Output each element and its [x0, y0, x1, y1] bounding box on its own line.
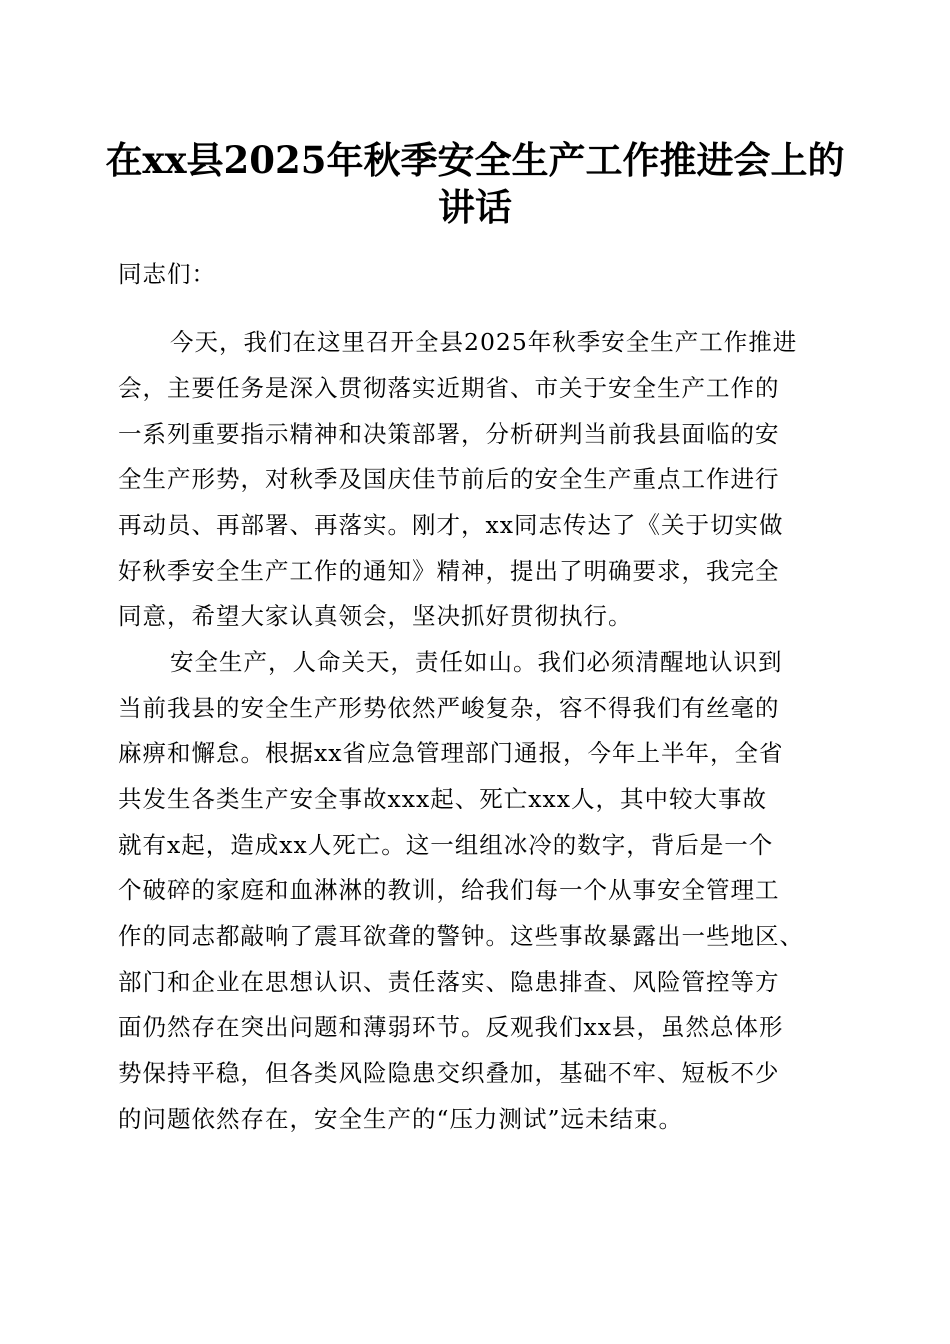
document-title-line-1: 在xx县2025年秋季安全生产工作推进会上的 [105, 138, 845, 182]
paragraph-2-line: 当前我县的安全生产形势依然严峻复杂，容不得我们有丝毫的 [118, 694, 780, 722]
paragraph-1-line: 好秋季安全生产工作的通知》精神，提出了明确要求，我完全 [118, 557, 780, 585]
paragraph-2-line: 的问题依然存在，安全生产的“压力测试”远未结束。 [118, 1105, 684, 1133]
paragraph-1-line: 再动员、再部署、再落实。刚才，xx同志传达了《关于切实做 [118, 511, 784, 539]
paragraph-2-line: 作的同志都敲响了震耳欲聋的警钟。这些事故暴露出一些地区、 [118, 922, 804, 950]
paragraph-2-line: 个破碎的家庭和血淋淋的教训，给我们每一个从事安全管理工 [118, 876, 780, 904]
salutation: 同志们： [118, 260, 216, 288]
paragraph-2-line: 面仍然存在突出问题和薄弱环节。反观我们xx县，虽然总体形 [118, 1013, 784, 1041]
paragraph-2-line: 麻痹和懈怠。根据xx省应急管理部门通报，今年上半年，全省 [118, 739, 784, 767]
paragraph-2-line: 安全生产，人命关天，责任如山。我们必须清醒地认识到 [170, 648, 783, 676]
paragraph-2-line: 势保持平稳，但各类风险隐患交织叠加，基础不牢、短板不少 [118, 1059, 780, 1087]
document-title-line-2: 讲话 [438, 185, 512, 229]
paragraph-2-line: 就有x起，造成xx人死亡。这一组组冰冷的数字，背后是一个 [118, 831, 774, 859]
paragraph-1-line: 同意，希望大家认真领会，坚决抓好贯彻执行。 [118, 602, 633, 630]
paragraph-1-line: 会，主要任务是深入贯彻落实近期省、市关于安全生产工作的 [118, 374, 780, 402]
paragraph-2-line: 部门和企业在思想认识、责任落实、隐患排查、风险管控等方 [118, 968, 780, 996]
paragraph-1-line: 一系列重要指示精神和决策部署，分析研判当前我县面临的安 [118, 420, 780, 448]
paragraph-1-line: 全生产形势，对秋季及国庆佳节前后的安全生产重点工作进行 [118, 465, 780, 493]
paragraph-2-line: 共发生各类生产安全事故xxx起、死亡xxx人，其中较大事故 [118, 785, 768, 813]
paragraph-1-line: 今天，我们在这里召开全县2025年秋季安全生产工作推进 [170, 328, 798, 356]
